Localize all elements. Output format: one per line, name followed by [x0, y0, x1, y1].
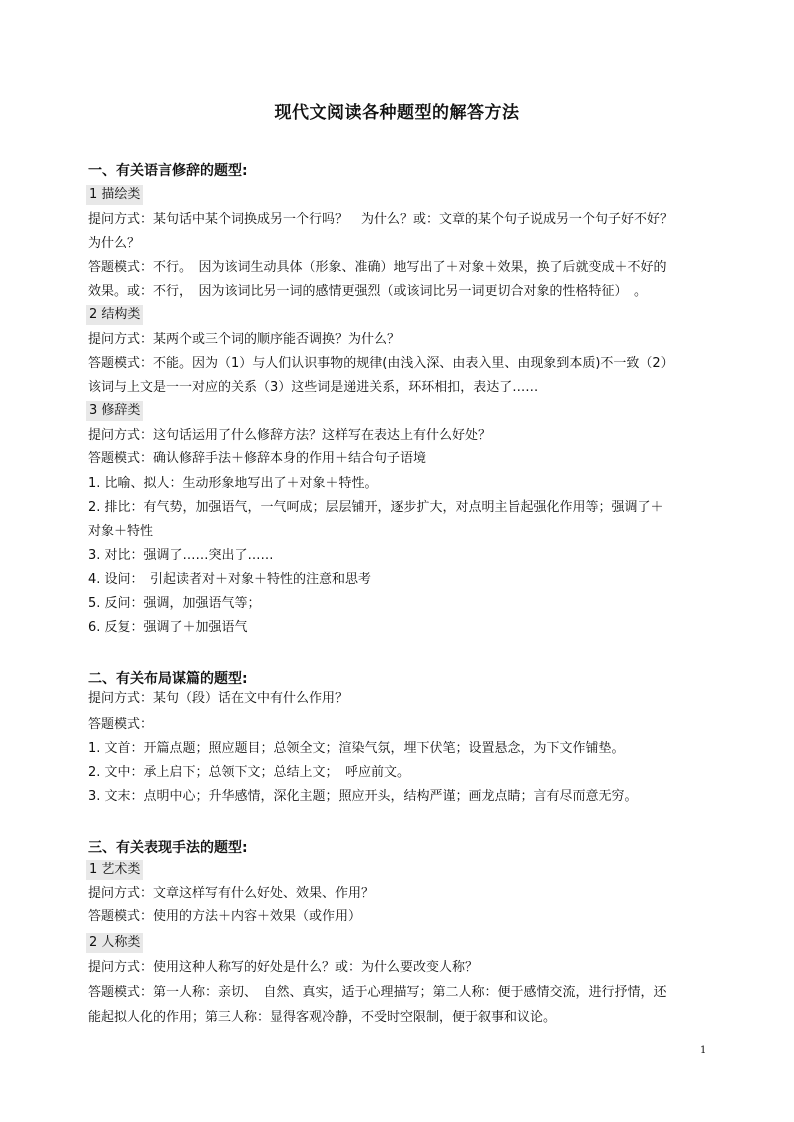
answer-line: 答题模式：使用的方法＋内容＋效果（或作用）: [88, 909, 362, 924]
question-line: 提问方式：某两个或三个词的顺序能否调换？为什么？: [88, 332, 401, 347]
list-item: 2. 排比：有气势，加强语气，一气呵成；层层铺开，逐步扩大，对点明主旨起强化作用等；强调了＋: [88, 500, 664, 515]
list-item: 对象＋特性: [88, 524, 154, 539]
list-item: 1. 比喻、拟人：生动形象地写出了＋对象＋特性。: [88, 476, 378, 491]
answer-line: 答题模式：不能。因为（1）与人们认识事物的规律(由浅入深、由表入里、由现象到本质)不一致（2）: [88, 356, 674, 371]
section-heading-rhetoric: 一、有关语言修辞的题型:: [88, 163, 248, 179]
list-item: 6. 反复：强调了＋加强语气: [88, 620, 248, 635]
list-item: 3. 对比：强调了……突出了……: [88, 548, 274, 563]
list-item: 5. 反问：强调，加强语气等；: [88, 596, 261, 611]
list-item: 3. 文末：点明中心；升华感情，深化主题；照应开头，结构严谨；画龙点睛；言有尽而意无穷。: [88, 789, 638, 804]
answer-line: 答题模式：第一人称：亲切、 自然、真实，适于心理描写；第二人称：便于感情交流，进行抒情，还: [88, 985, 667, 1000]
page-number: 1: [700, 1045, 707, 1056]
answer-label: 答题模式：: [88, 717, 154, 732]
list-item: 1. 文首：开篇点题；照应题目；总领全文；渲染气氛，埋下伏笔；设置悬念，为下文作铺垫。: [88, 741, 625, 756]
list-item: 4. 设问： 引起读者对＋对象＋特性的注意和思考: [88, 572, 372, 587]
category-label-description: 1 描绘类: [86, 185, 143, 205]
answer-line: 该词与上文是一一对应的关系（3）这些词是递进关系，环环相扣，表达了……: [88, 380, 539, 395]
answer-line: 效果。或：不行， 因为该词比另一词的感情更强烈（或该词比另一词更切合对象的性格特征） 。: [88, 284, 648, 299]
category-label-structure: 2 结构类: [86, 305, 143, 325]
answer-line: 答题模式：确认修辞手法＋修辞本身的作用＋结合句子语境: [88, 451, 427, 466]
answer-line: 答题模式：不行。 因为该词生动具体（形象、准确）地写出了＋对象＋效果，换了后就变成＋不好的: [88, 260, 667, 275]
question-line: 提问方式：使用这种人称写的好处是什么？或：为什么要改变人称？: [88, 960, 479, 975]
answer-line: 能起拟人化的作用；第三人称：显得客观冷静，不受时空限制，便于叙事和议论。: [88, 1010, 557, 1025]
section-heading-technique: 三、有关表现手法的题型:: [88, 840, 248, 856]
question-line: 提问方式：某句（段）话在文中有什么作用？: [88, 691, 349, 706]
document-title: 现代文阅读各种题型的解答方法: [274, 103, 520, 123]
question-line: 提问方式：这句话运用了什么修辞方法？这样写在表达上有什么好处？: [88, 428, 492, 443]
question-line: 提问方式：某句话中某个词换成另一个行吗？ 为什么？或：文章的某个句子说成另一个句子好不好？: [88, 212, 674, 227]
section-heading-layout: 二、有关布局谋篇的题型:: [88, 671, 248, 687]
category-label-person: 2 人称类: [86, 933, 143, 953]
list-item: 2. 文中：承上启下；总领下文；总结上文； 呼应前文。: [88, 765, 411, 780]
category-label-art: 1 艺术类: [86, 860, 143, 880]
category-label-rhetoric: 3 修辞类: [86, 401, 143, 421]
question-line: 为什么？: [88, 236, 141, 251]
question-line: 提问方式：文章这样写有什么好处、效果、作用？: [88, 886, 375, 901]
